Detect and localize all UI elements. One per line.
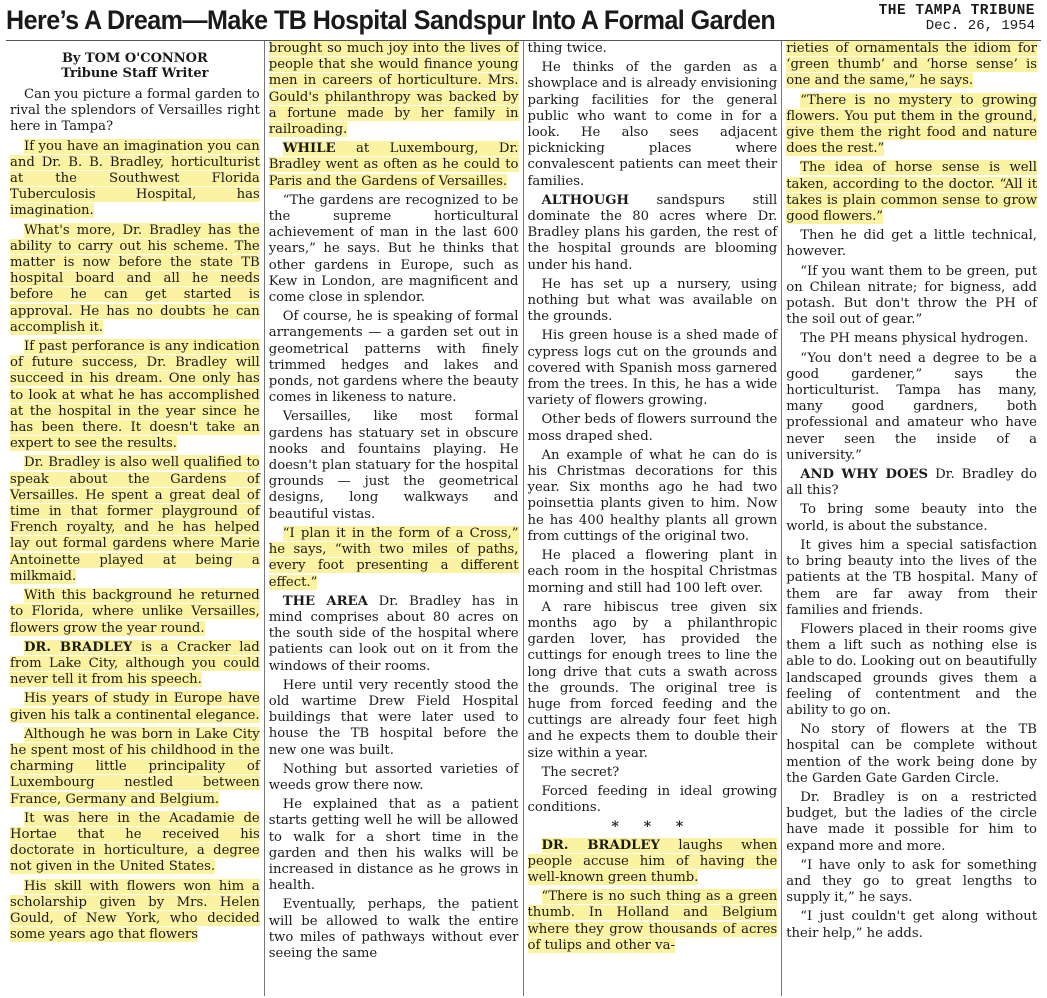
paragraph: thing twice. <box>527 41 607 56</box>
paragraph <box>10 588 260 637</box>
paragraph: Eventually, perhaps, the patient will be allowed to walk the entire two miles of pathways without ever seeing the same <box>268 897 519 961</box>
column-4 <box>782 41 1041 996</box>
highlighted-text: at Luxembourg, Dr. Bradley went as often as he could to Paris and the Gardens of Versailles. <box>268 141 519 189</box>
highlighted-text: His years of study in Europe have given his talk a continental elegance. <box>10 691 260 723</box>
section-lead: DR. BRADLEY <box>541 837 660 853</box>
paragraph <box>10 455 260 585</box>
paragraph <box>269 594 519 675</box>
highlighted-text: “There is no such thing as a green thumb. In Holland and Belgium where they grow thousands of acres of tulips and other va- <box>527 889 778 953</box>
byline <box>10 51 260 81</box>
paragraph <box>10 223 260 336</box>
paragraph: He explained that as a patient starts getting well he will be allowed to walk for a short time in the garden and then his walks will be increased in distance as he grows in health. <box>268 797 519 894</box>
paragraph: To bring some beauty into the world, is about the substance. <box>786 502 1037 534</box>
paragraph: No story of flowers at the TB hospital can be complete without mention of the work being done by the Garden Gate Garden Circle. <box>786 722 1037 786</box>
paragraph <box>10 727 260 808</box>
paragraph: He thinks of the garden as a showplace and is already envisioning parking facilities for the general public who want to come in for a look. He also sees adjacent picknicking places where convalescent patients can meet their families. <box>527 60 778 189</box>
highlighted-text: laughs when people accuse him of having the well-known green thumb. <box>527 837 778 885</box>
paragraph-text: sandspurs still dominate the 80 acres where Dr. Bradley plans his garden, the rest of the hospital grounds are blooming under his hand. <box>527 192 778 273</box>
paragraph <box>10 811 260 876</box>
paragraph: Versailles, like most formal gardens has statuary set in obscure nooks and fountains playing. He doesn't plan statuary for the hospital grounds — just the geometrical designs, long walkways and beautiful vistas. <box>268 409 519 522</box>
highlighted-text: Although he was born in Lake City he spent most of his childhood in the charming little principality of Luxembourg nestled between France, Germany and Belgium. <box>10 726 260 807</box>
paragraph <box>10 691 260 723</box>
paragraph-text: Dr. Bradley do all this? <box>786 467 1037 499</box>
paragraph <box>786 467 1037 499</box>
source-block <box>879 4 1041 34</box>
article-columns <box>6 41 1041 996</box>
paragraph: The PH means physical hydrogen. <box>800 331 1029 347</box>
paragraph <box>10 640 260 689</box>
column-2 <box>265 41 524 996</box>
paragraph: Dr. Bradley is on a restricted budget, but the ladies of the circle have made it possible for him to expand more and more. <box>786 789 1037 854</box>
paragraph <box>786 93 1037 158</box>
paragraph: He placed a flowering plant in each room in the hospital Christmas morning and still had 100 left over. <box>527 548 778 596</box>
paragraph: Of course, he is speaking of formal arrangements — a garden set out in geometrical patterns with finely trimmed hedges and lakes and ponds, not gardens where the beauty comes in likeness to nature. <box>268 309 519 406</box>
paragraph: Can you picture a formal garden to rival the splendors of Versailles right here in Tampa? <box>10 87 260 135</box>
highlighted-text: “There is no mystery to growing flowers. You put them in the ground, give them the right food and nature does the rest.” <box>786 92 1037 157</box>
paragraph: Nothing but assorted varieties of weeds grow there now. <box>268 761 519 793</box>
section-lead: ALTHOUGH <box>541 192 629 208</box>
highlighted-text: His skill with flowers won him a scholarship given by Mrs. Helen Gould, of New York, who decided some years ago that flowers <box>10 878 260 943</box>
paragraph <box>528 889 778 954</box>
paragraph: “I just couldn't get along without their help,” he adds. <box>786 909 1037 941</box>
paragraph <box>269 526 519 591</box>
paragraph: His green house is a shed made of cypress logs cut on the grounds and covered with Spanish moss garnered from the trees. In this, he has a wide variety of flowers growing. <box>527 328 778 409</box>
paragraph: “The gardens are recognized to be the supreme horticultural achievement of man in the last 600 years,” he says. But he thinks that other gardens in Europe, such as Kew in London, are magnificent and come close in splendor. <box>268 192 519 306</box>
highlighted-text: It was here in the Acadamie de Hortae that he received his doctorate in horticulture, a degree not given in the United States. <box>10 810 260 875</box>
paragraph <box>269 141 519 190</box>
paragraph <box>269 41 519 138</box>
highlighted-text: The idea of horse sense is well taken, according to the doctor. “All it takes is plain common sense to grow good flowers.” <box>786 160 1037 225</box>
section-lead: THE AREA <box>282 593 368 609</box>
paragraph: Other beds of flowers surround the moss draped shed. <box>527 412 778 444</box>
highlighted-text: If past perforance is any indication of future success, Dr. Bradley will succeed in his dream. One only has to look at what he has accomplished at the hospital in the year since he has been there. It doesn't take an expert to see the results. <box>10 339 260 452</box>
section-divider: * * * <box>611 819 694 836</box>
byline-author: By TOM O'CONNOR <box>61 51 208 66</box>
paragraph: The secret? <box>541 764 620 780</box>
section-lead: WHILE <box>282 141 336 157</box>
paragraph-text: Dr. Bradley has in mind comprises about 80 acres on the south side of the hospital where patients can look out on it from the windows of their rooms. <box>268 593 519 674</box>
paragraph <box>10 339 260 452</box>
highlighted-text: brought so much joy into the lives of people that she would finance young men in careers of horticulture. Mrs. Gould's philanthropy was backed by a fortune made by her family in railroading. <box>268 41 519 138</box>
paragraph <box>10 879 260 944</box>
column-1 <box>6 41 265 996</box>
highlighted-text: Dr. Bradley is also well qualified to speak about the Gardens of Versailles. He spent a great deal of time in that former playground of French royalty, and he has helped lay out formal gardens where Marie Antoinette played at being a milkmaid. <box>10 455 260 584</box>
paragraph <box>528 193 778 274</box>
headline: Here’s A Dream—Make TB Hospital Sandspur Into A Formal Garden <box>6 5 776 35</box>
newspaper-name: THE TAMPA TRIBUNE <box>878 3 1035 19</box>
highlighted-text: rieties of ornamentals the idiom for ‘green thumb’ and ‘horse sense’ is one and the same,” he says. <box>786 41 1037 89</box>
paragraph: “I have only to ask for something and they go to great lengths to supply it,” he says. <box>786 857 1037 906</box>
section-lead: AND WHY DOES <box>800 467 929 483</box>
paragraph <box>786 160 1037 225</box>
paragraph: A rare hibiscus tree given six months ago by a philanthropic garden lover, has provided the cuttings for enough trees to line the long drive that cuts a swath across the grounds. The original tree is huge from forced feeding and the cuttings are already four feet high and he expects them to double their size within a year. <box>527 599 778 761</box>
paragraph: Here until very recently stood the old wartime Drew Field Hospital buildings that were later used to house the TB hospital before the new one was built. <box>268 677 519 758</box>
byline-role: Tribune Staff Writer <box>61 66 209 81</box>
paragraph: “If you want them to be green, put on Chilean nitrate; for bigness, add potash. But don't throw the PH of the soil out of gear.” <box>786 263 1037 328</box>
paragraph: He has set up a nursery, using nothing but what was available on the grounds. <box>527 276 778 325</box>
paragraph <box>10 139 260 220</box>
paragraph: It gives him a special satisfaction to bring beauty into the lives of the patients at the TB hospital. Many of them are far away from their families and friends. <box>786 537 1037 618</box>
highlighted-text: If you have an imagination you can and Dr. B. B. Bradley, horticulturist at the Southwest Florida Tuberculosis Hospital, has imagination. <box>10 138 260 219</box>
paragraph <box>786 41 1037 90</box>
masthead <box>6 4 1041 41</box>
paragraph <box>528 838 778 887</box>
highlighted-text: What's more, Dr. Bradley has the ability to carry out his scheme. The matter is now before the state TB hospital board and all he needs before he can get started is approval. He has no doubts he can accomplish it. <box>10 222 260 335</box>
paragraph: Forced feeding in ideal growing conditions. <box>527 783 778 816</box>
paragraph: “You don't need a degree to be a good gardener,” says the horticulturist. Tampa has many, many good gardners, both professional and amateur who have never seen the inside of a university.” <box>786 350 1037 463</box>
publication-date: Dec. 26, 1954 <box>925 18 1035 34</box>
paragraph: Then he did get a little technical, however. <box>786 228 1037 260</box>
paragraph: An example of what he can do is his Christmas decorations for this year. Six months ago he had two poinsettia plants given to him. Now he has 400 healthy plants all grown from cuttings of the original two. <box>527 447 778 544</box>
paragraph: Flowers placed in their rooms give them a lift such as nothing else is able to do. Looking out on beautifully landscaped grounds gives them a feeling of contentment and the ability to go on. <box>786 621 1037 718</box>
highlighted-text: With this background he returned to Florida, where unlike Versailles, flowers grow the year round. <box>10 588 260 636</box>
column-3 <box>524 41 783 996</box>
section-lead: DR. BRADLEY <box>24 639 133 655</box>
highlighted-text: “I plan it in the form of a Cross,” he says, “with two miles of paths, every foot presenting a different effect.” <box>268 525 519 590</box>
highlighted-text: is a Cracker lad from Lake City, although you could never tell it from his speech. <box>10 639 260 688</box>
